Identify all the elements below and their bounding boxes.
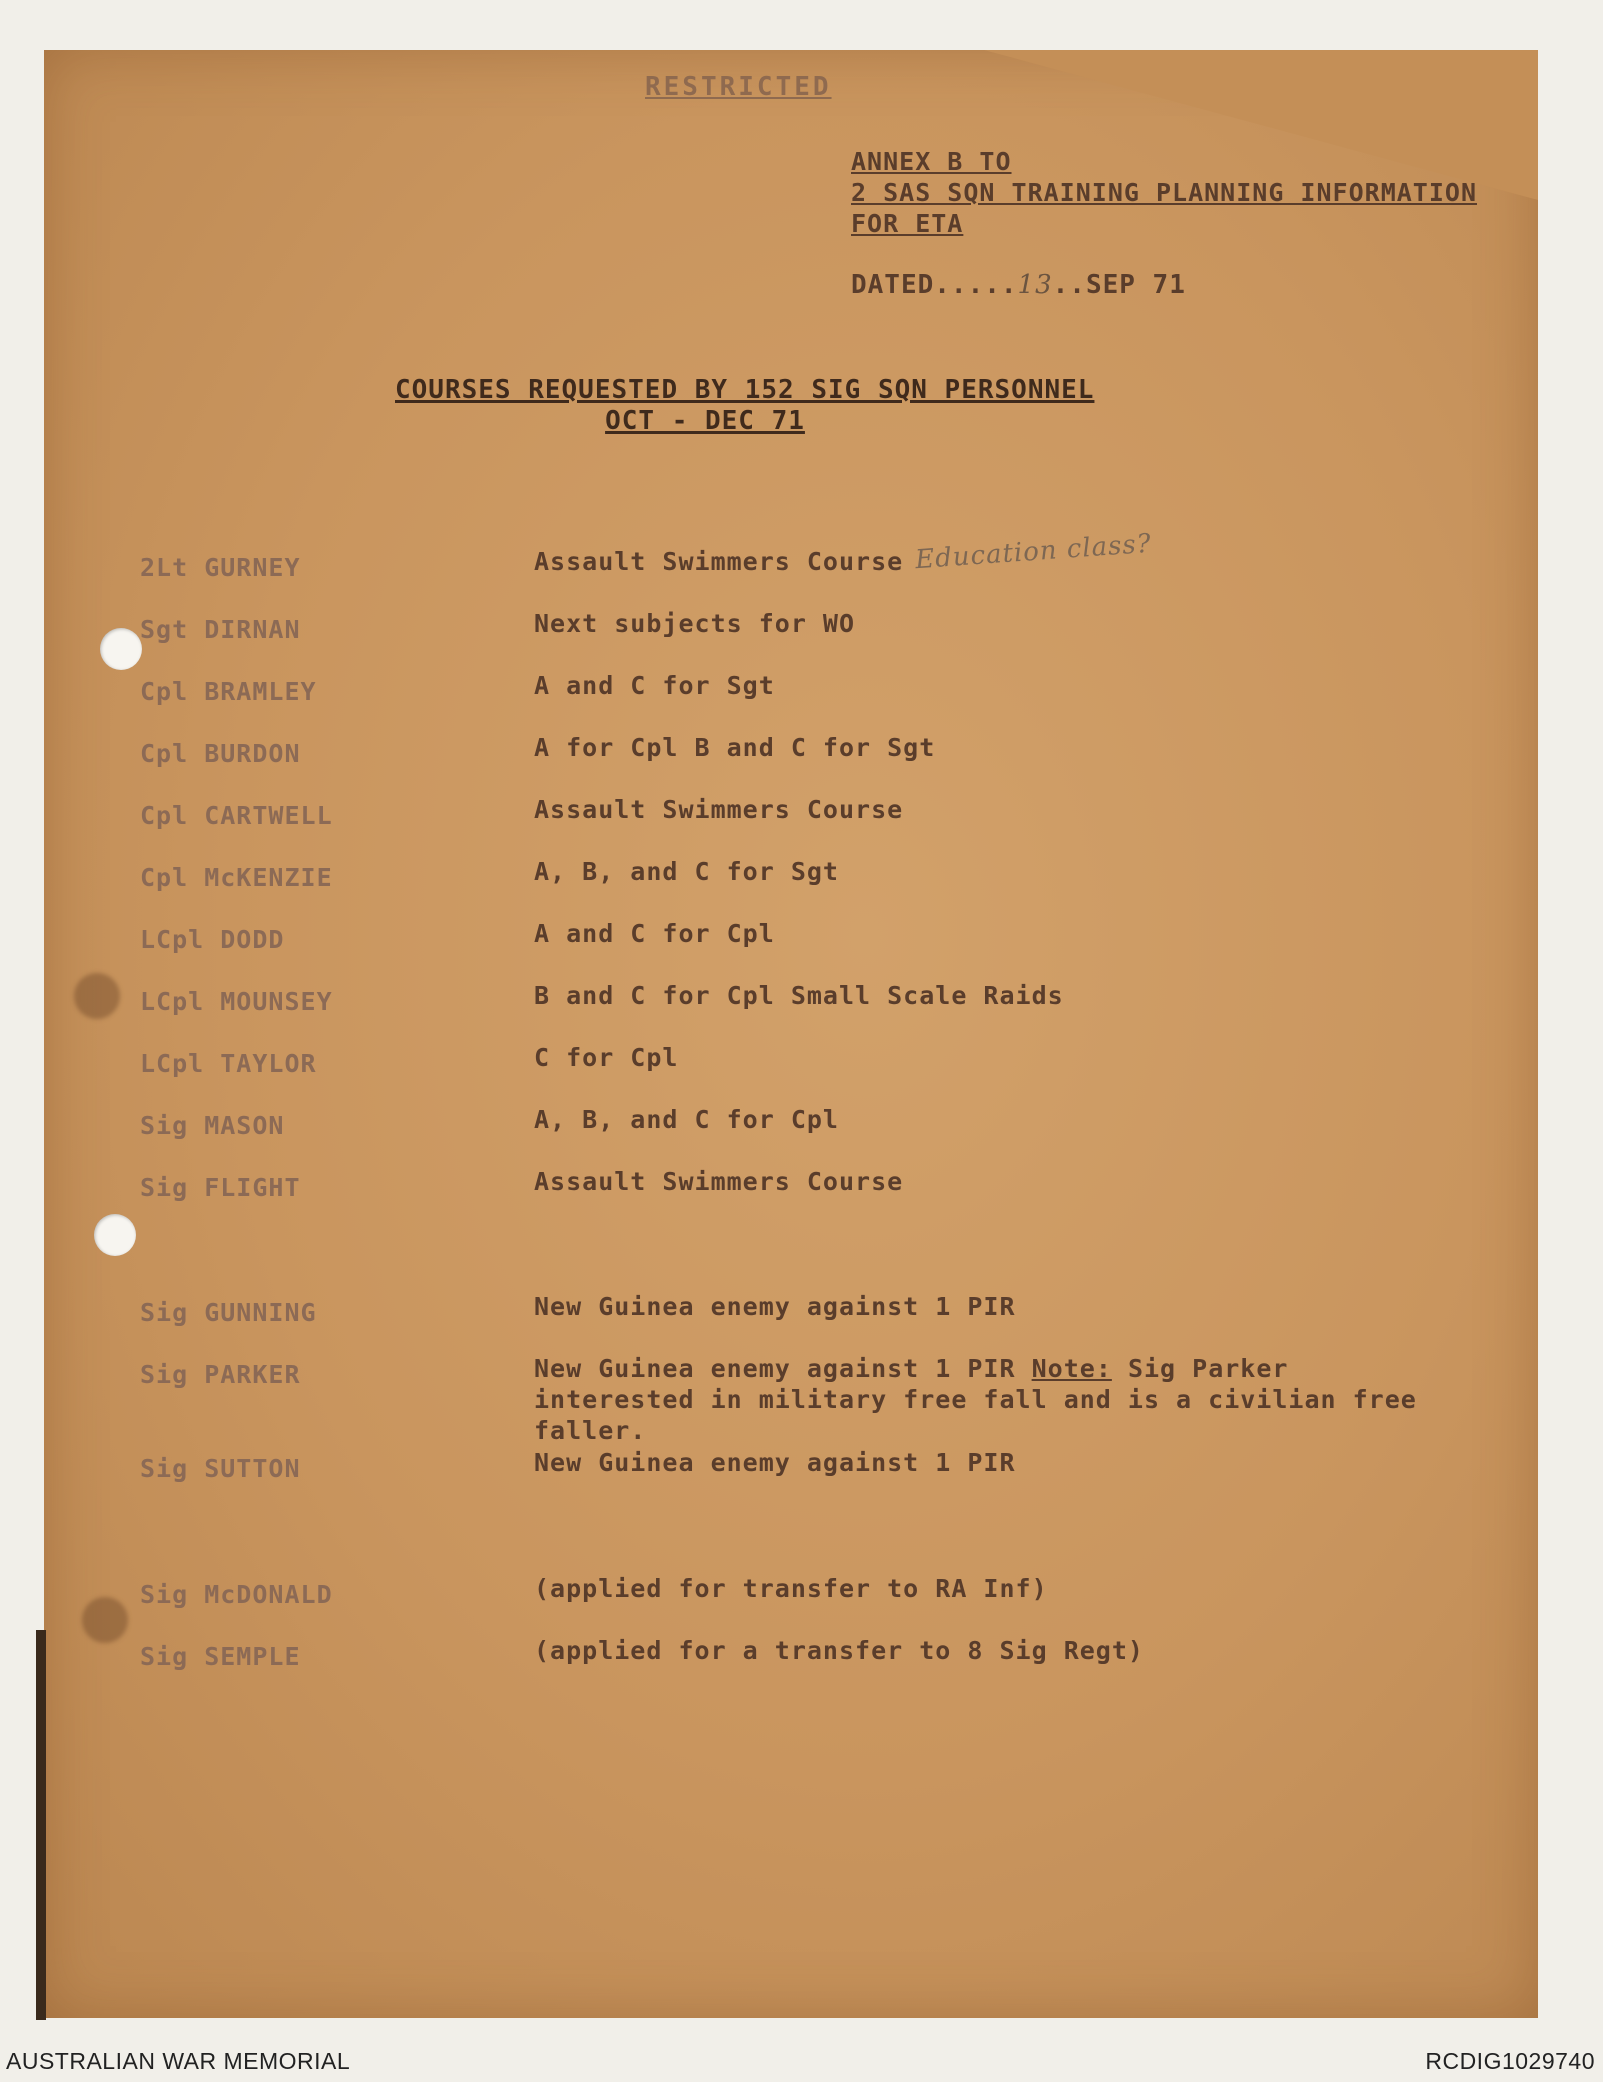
- stain-mark: [74, 973, 120, 1019]
- personnel-name: Sig SEMPLE: [140, 1642, 301, 1671]
- course-request: A for Cpl B and C for Sgt: [534, 733, 936, 762]
- annex-line: 2 SAS SQN TRAINING PLANNING INFORMATION: [851, 178, 1477, 207]
- course-request: (applied for a transfer to 8 Sig Regt): [534, 1636, 1144, 1665]
- personnel-name: 2Lt GURNEY: [140, 553, 301, 582]
- personnel-name: Cpl BURDON: [140, 739, 301, 768]
- personnel-name: Cpl McKENZIE: [140, 863, 333, 892]
- dated-day: 13: [1017, 270, 1053, 300]
- course-request: A, B, and C for Sgt: [534, 857, 839, 886]
- personnel-name: LCpl MOUNSEY: [140, 987, 333, 1016]
- course-request: Assault Swimmers Course: [534, 795, 904, 824]
- course-request: [534, 1353, 1464, 1446]
- course-request: (applied for transfer to RA Inf): [534, 1574, 1048, 1603]
- course-request: A, B, and C for Cpl: [534, 1105, 839, 1134]
- document-page: [44, 50, 1538, 2018]
- course-request: Next subjects for WO: [534, 609, 856, 638]
- personnel-name: Cpl BRAMLEY: [140, 677, 317, 706]
- course-request: A and C for Cpl: [534, 919, 775, 948]
- annex-line: ANNEX B TO: [851, 147, 1012, 176]
- document-title: [395, 375, 1095, 437]
- personnel-name: Sig FLIGHT: [140, 1173, 301, 1202]
- course-request: A and C for Sgt: [534, 671, 775, 700]
- title-line-2: OCT - DEC 71: [605, 406, 805, 436]
- course-text: New Guinea enemy against 1 PIR: [534, 1354, 1016, 1383]
- course-request: B and C for Cpl Small Scale Raids: [534, 981, 1064, 1010]
- dated-line: [851, 270, 1186, 300]
- classification-header: RESTRICTED: [645, 72, 832, 102]
- annex-line: FOR ETA: [851, 209, 964, 238]
- course-request: Assault Swimmers Course: [534, 1167, 904, 1196]
- punch-hole: [100, 628, 142, 670]
- personnel-name: LCpl TAYLOR: [140, 1049, 317, 1078]
- course-request: New Guinea enemy against 1 PIR: [534, 1448, 1016, 1477]
- personnel-name: Sig GUNNING: [140, 1298, 317, 1327]
- note-label: Note:: [1031, 1354, 1112, 1383]
- archive-reference-id: RCDIG1029740: [1425, 2048, 1595, 2074]
- course-request: Assault Swimmers Course: [534, 547, 904, 576]
- archive-credit: AUSTRALIAN WAR MEMORIAL: [6, 2048, 351, 2074]
- annex-reference: [851, 146, 1477, 239]
- course-request: New Guinea enemy against 1 PIR: [534, 1292, 1016, 1321]
- course-request: C for Cpl: [534, 1043, 679, 1072]
- personnel-name: Sgt DIRNAN: [140, 615, 301, 644]
- title-line-1: COURSES REQUESTED BY 152 SIG SQN PERSONNEL: [395, 375, 1095, 405]
- note-text: Sig Parker interested in military free fall and is a civilian free faller.: [534, 1354, 1417, 1445]
- dated-prefix: DATED.....: [851, 270, 1018, 300]
- punch-hole: [94, 1214, 136, 1256]
- personnel-name: LCpl DODD: [140, 925, 285, 954]
- stain-mark: [82, 1597, 128, 1643]
- personnel-name: Sig McDONALD: [140, 1580, 333, 1609]
- personnel-name: Sig SUTTON: [140, 1454, 301, 1483]
- handwritten-annotation: Education class?: [914, 528, 1153, 576]
- dated-suffix: ..SEP 71: [1052, 270, 1186, 300]
- personnel-name: Sig MASON: [140, 1111, 285, 1140]
- personnel-name: Cpl CARTWELL: [140, 801, 333, 830]
- personnel-name: Sig PARKER: [140, 1360, 301, 1389]
